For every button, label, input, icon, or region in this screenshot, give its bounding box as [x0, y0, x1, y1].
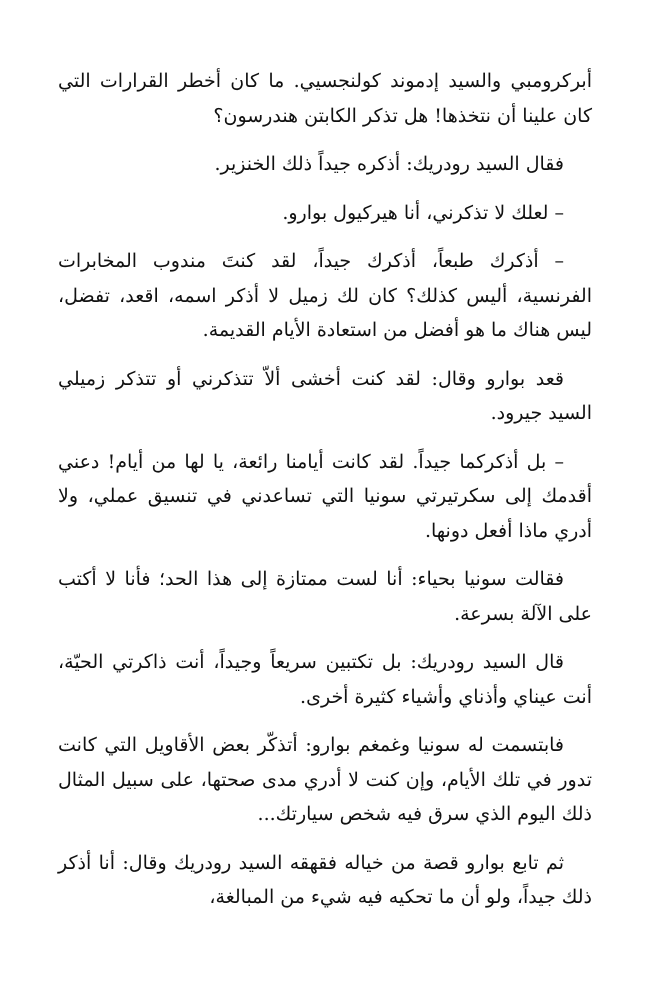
paragraph-roderick-remembers: – أذكرك طبعاً، أذكرك جيداً، لقد كنتَ مندوب المخابرات الفرنسية، أليس كذلك؟ كان لك زميل لا أذكر اسمه، اقعد، تفضل، ليس هناك ما هو أفضل من استعادة الأيام القديمة.	[58, 250, 592, 341]
paragraph-roderick-praise: قال السيد رودريك: بل تكتبين سريعاً وجيداً، أنت ذاكرتي الحيّة، أنت عيناي وأذناي وأشياء كثيرة أخرى.	[58, 651, 592, 708]
book-page	[58, 64, 592, 929]
paragraph-poirot-rumors: فابتسمت له سونيا وغمغم بوارو: أتذكّر بعض الأقاويل التي كانت تدور في تلك الأيام، وإن كنت لا أدري مدى صحتها، على سبيل المثال ذلك اليوم الذي سرق فيه شخص سيارتك...	[58, 734, 592, 825]
paragraph-roderick-reply: فقال السيد رودريك: أذكره جيداً ذلك الخنزير.	[214, 153, 564, 175]
paragraph-sonia-intro: – بل أذكركما جيداً. لقد كانت أيامنا رائعة، يا لها من أيام! دعني أقدمك إلى سكرتيرتي سونيا التي تساعدني في تنسيق عملي، ولا أدري ماذا أفعل دونها.	[58, 450, 593, 542]
paragraph-poirot-sits: قعد بوارو وقال: لقد كنت أخشى ألاّ تتذكرني أو تتذكر زميلي السيد جيرود.	[58, 367, 592, 424]
paragraph-sonia-shy: فقالت سونيا بحياء: أنا لست ممتازة إلى هذا الحد؛ فأنا لا أكتب على الآلة بسرعة.	[58, 568, 592, 625]
paragraph-poirot-intro: – لعلك لا تذكرني، أنا هيركيول بوارو.	[282, 201, 564, 224]
paragraph-continuation: أبركرومبي والسيد إدموند كولنجسيي. ما كان أخطر القرارات التي كان علينا أن نتخذها! هل تذكر الكابتن هندرسون؟	[58, 70, 592, 127]
paragraph-roderick-laughs: ثم تابع بوارو قصة من خياله فقهقه السيد رودريك وقال: أنا أذكر ذلك جيداً، ولو أن ما تحكيه فيه شيء من المبالغة،	[58, 851, 592, 908]
